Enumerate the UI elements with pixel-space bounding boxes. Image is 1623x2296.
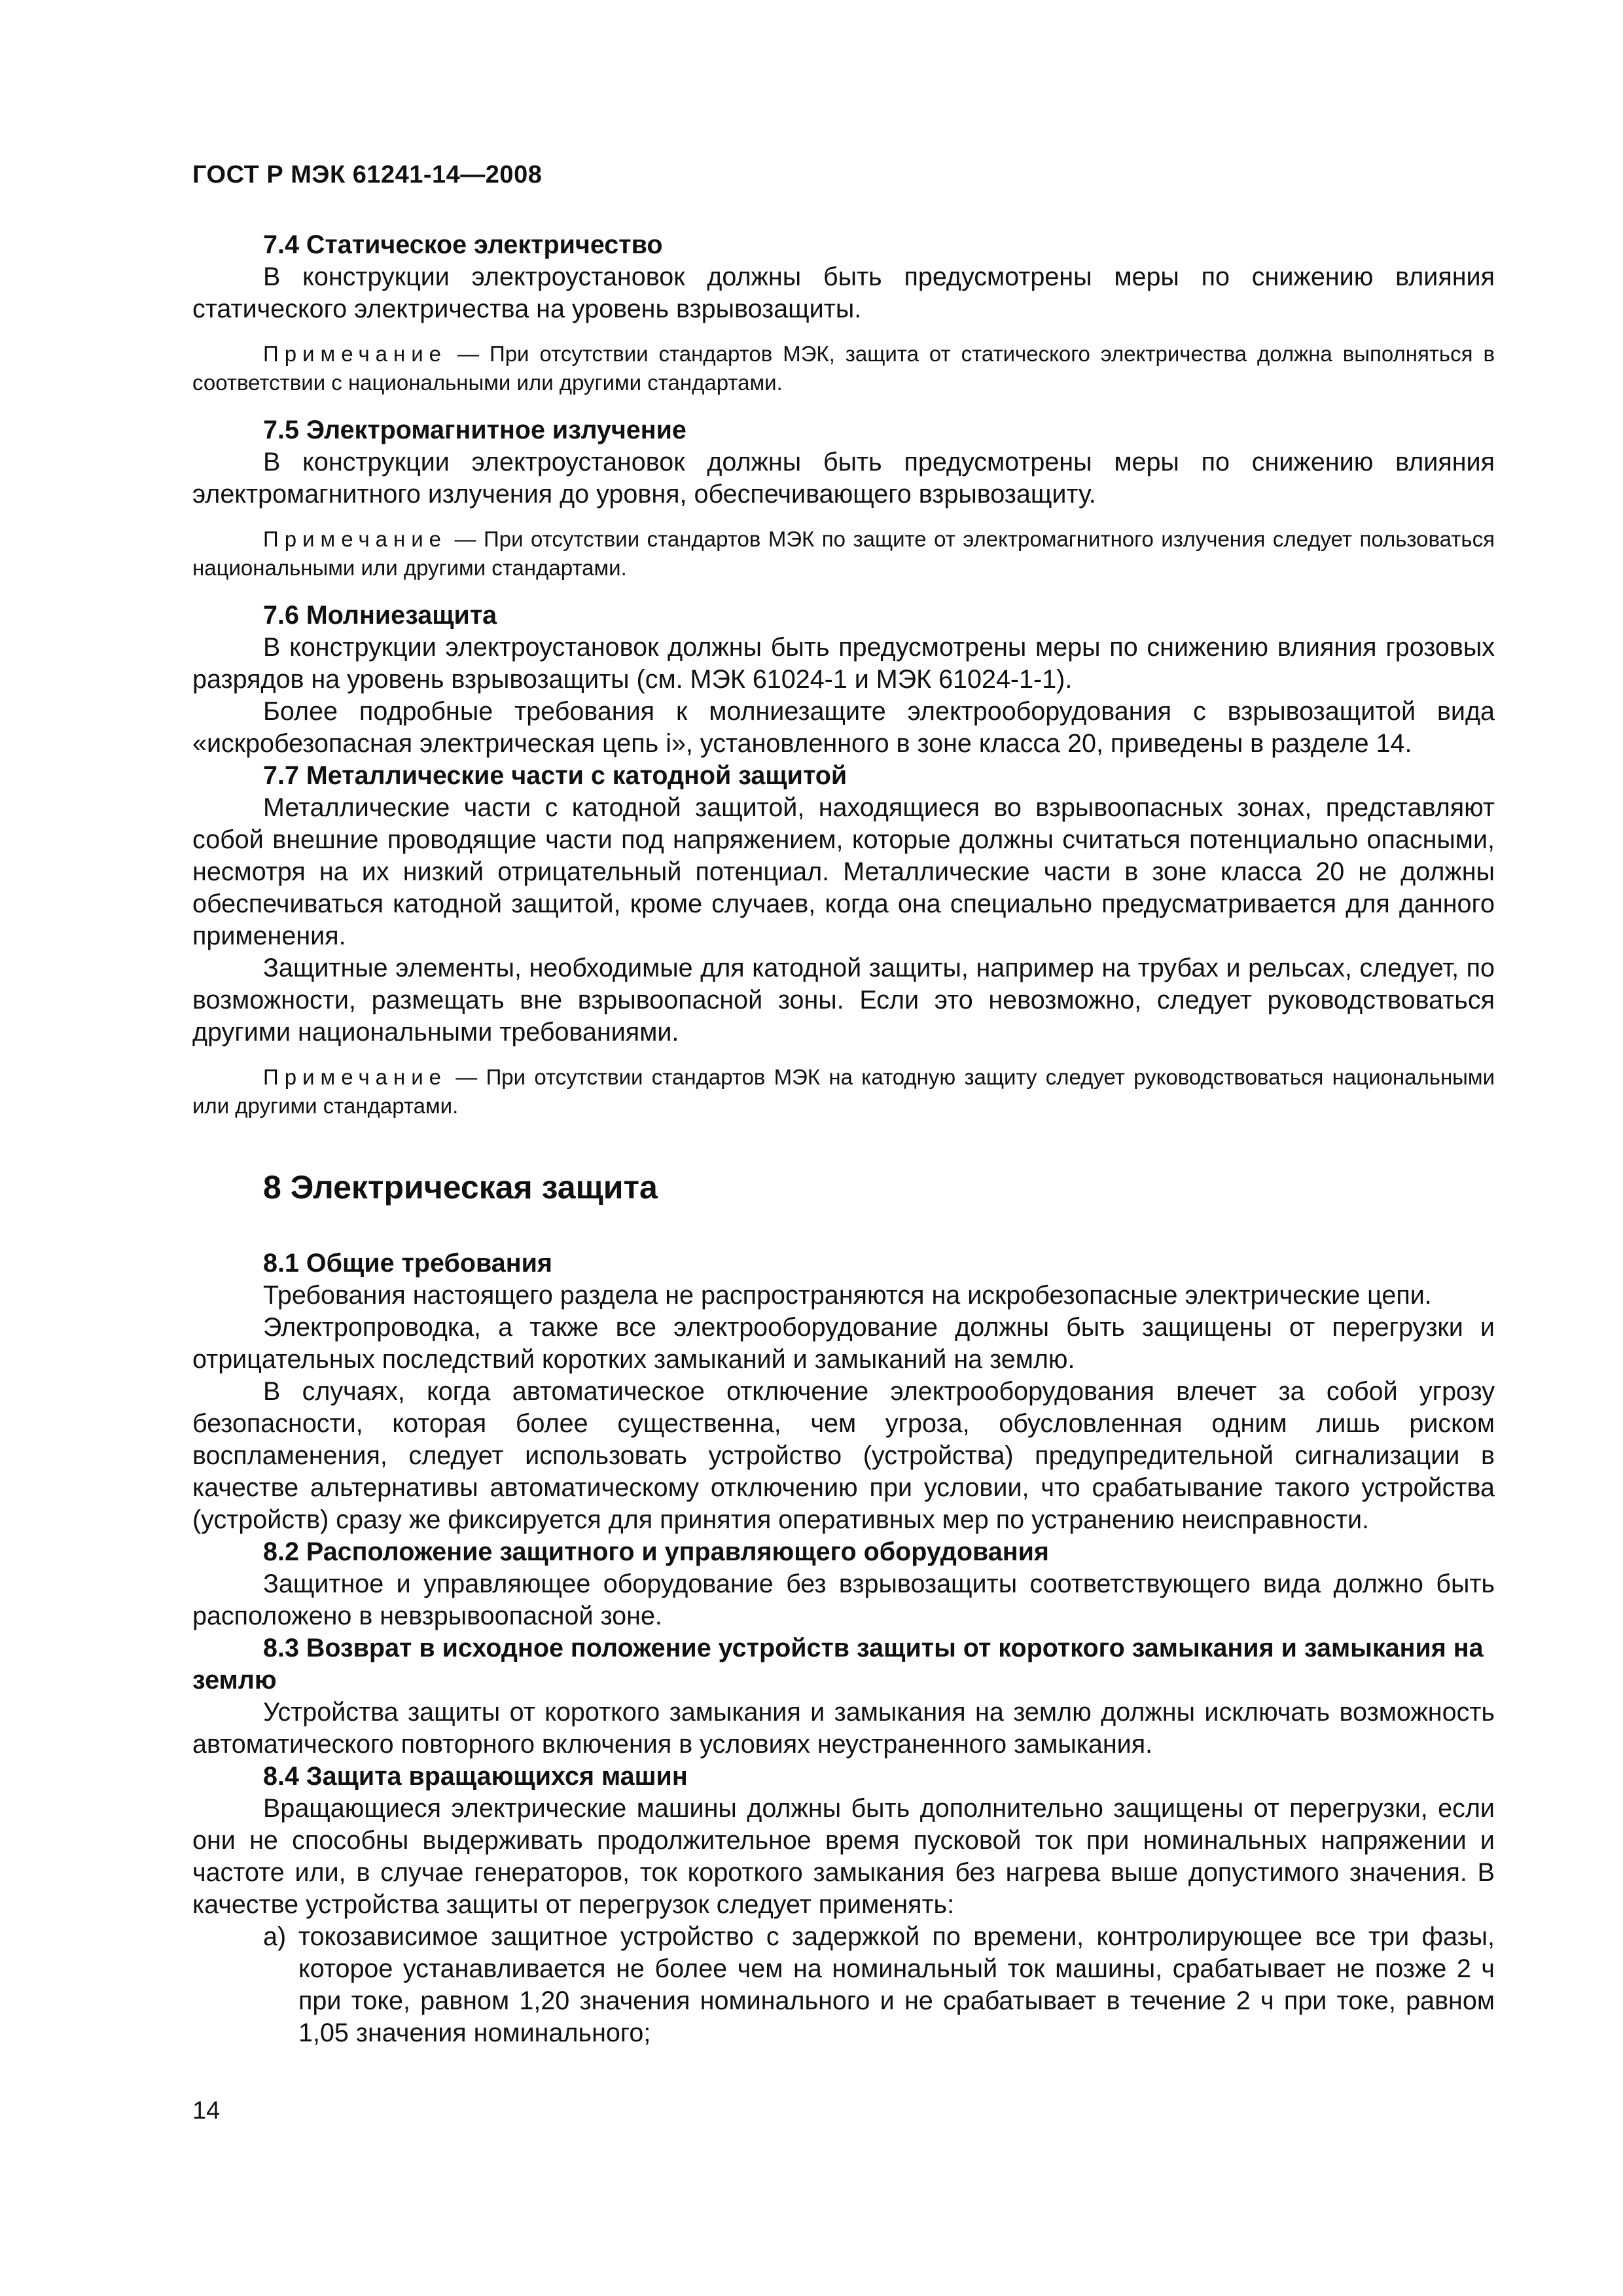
paragraph: Электропроводка, а также все электрооборудование должны быть защищены от перегрузки и отрицательных последствий коротких замыканий и замыканий на землю. xyxy=(192,1313,1495,1374)
section-title-8-2: 8.2 Расположение защитного и управляющего оборудования xyxy=(263,1537,1049,1566)
note-dash: — xyxy=(447,1065,486,1089)
section-title-7-4: 7.4 Статическое электричество xyxy=(263,230,663,259)
note-text: При отсутствии стандартов МЭК, защита от статического электричества должна выполняться в соответствии с национальными или другими стандартами. xyxy=(192,342,1495,395)
note-label: Примечание xyxy=(263,342,448,366)
paragraph: Более подробные требования к молниезащите электрооборудования с взрывозащитой вида «искробезопасная электрическая цепь i», установленного в зоне класса 20, приведены в разделе 14. xyxy=(192,697,1495,758)
paragraph: Защитное и управляющее оборудование без взрывозащиты соответствующего вида должно быть расположено в невзрывоопасной зоне. xyxy=(192,1570,1495,1630)
section-title-8-4: 8.4 Защита вращающихся машин xyxy=(263,1762,688,1791)
note-dash: — xyxy=(447,527,484,551)
page-content xyxy=(192,229,1495,2049)
section-title-8: 8 Электрическая защита xyxy=(263,1169,658,1206)
list-item xyxy=(263,1921,1495,2049)
paragraph: В конструкции электроустановок должны быть предусмотрены меры по снижению влияния статического электричества на уровень взрывозащиты. xyxy=(192,262,1495,323)
paragraph: В конструкции электроустановок должны быть предусмотрены меры по снижению влияния грозовых разрядов на уровень взрывозащиты (см. МЭК 61024-1 и МЭК 61024-1-1). xyxy=(192,633,1495,694)
section-title-8-3: 8.3 Возврат в исходное положение устройств защиты от короткого замыкания и замыкания на землю xyxy=(192,1634,1484,1695)
paragraph: Защитные элементы, необходимые для катодной защиты, например на трубах и рельсах, следует, по возможности, размещать вне взрывоопасной зоны. Если это невозможно, следует руководствоваться другими национальными требованиями. xyxy=(192,954,1495,1047)
note-label: Примечание xyxy=(263,1065,448,1089)
list-marker: а) xyxy=(263,1922,287,1951)
note-dash: — xyxy=(447,342,490,366)
list-item-text: токозависимое защитное устройство с задержкой по времени, контролирующее все три фазы, которое устанавливается не более чем на номинальный ток машины, срабатывает не позже 2 ч при токе, равном 1,20 значения номинального и не срабатывает в течение 2 ч при токе, равном 1,05 значения номинального; xyxy=(298,1922,1495,2047)
document-header: ГОСТ Р МЭК 61241-14—2008 xyxy=(192,161,543,188)
paragraph: В случаях, когда автоматическое отключение электрооборудования влечет за собой угрозу безопасности, которая более существенна, чем угроза, обусловленная одним лишь риском воспламенения, следует использовать устройство (устройства) предупредительной сигнализации в качестве альтернативы автоматическому отключению при условии, что срабатывание такого устройства (устройств) сразу же фиксируется для принятия оперативных мер по устранению неисправности. xyxy=(192,1377,1495,1534)
paragraph: Вращающиеся электрические машины должны быть дополнительно защищены от перегрузки, если они не способны выдерживать продолжительное время пусковой ток при номинальных напряжении и частоте или, в случае генераторов, ток короткого замыкания без нагрева выше допустимого значения. В качестве устройства защиты от перегрузок следует применять: xyxy=(192,1794,1495,1919)
paragraph: В конструкции электроустановок должны быть предусмотрены меры по снижению влияния электромагнитного излучения до уровня, обеспечивающего взрывозащиту. xyxy=(192,448,1495,509)
page-number: 14 xyxy=(192,2097,221,2125)
note xyxy=(192,340,1495,397)
paragraph: Металлические части с катодной защитой, находящиеся во взрывоопасных зонах, представляют собой внешние проводящие части под напряжением, которые должны считаться потенциально опасными, несмотря на их низкий отрицательный потенциал. Металлические части в зоне класса 20 не должны обеспечиваться катодной защитой, кроме случаев, когда она специально предусматривается для данного применения. xyxy=(192,793,1495,950)
section-title-7-5: 7.5 Электромагнитное излучение xyxy=(263,416,687,444)
paragraph: Устройства защиты от короткого замыкания и замыкания на землю должны исключать возможность автоматического повторного включения в условиях неустраненного замыкания. xyxy=(192,1698,1495,1759)
section-title-8-1: 8.1 Общие требования xyxy=(263,1249,552,1278)
section-title-7-7: 7.7 Металлические части с катодной защитой xyxy=(263,761,847,790)
note xyxy=(192,1063,1495,1121)
note xyxy=(192,525,1495,583)
section-title-7-6: 7.6 Молниезащита xyxy=(263,601,497,630)
paragraph: Требования настоящего раздела не распространяются на искробезопасные электрические цепи. xyxy=(263,1281,1432,1310)
note-text: При отсутствии стандартов МЭК по защите от электромагнитного излучения следует пользоваться национальными или другими стандартами. xyxy=(192,527,1495,580)
note-text: При отсутствии стандартов МЭК на катодную защиту следует руководствоваться национальными или другими стандартами. xyxy=(192,1065,1495,1118)
note-label: Примечание xyxy=(263,527,448,551)
